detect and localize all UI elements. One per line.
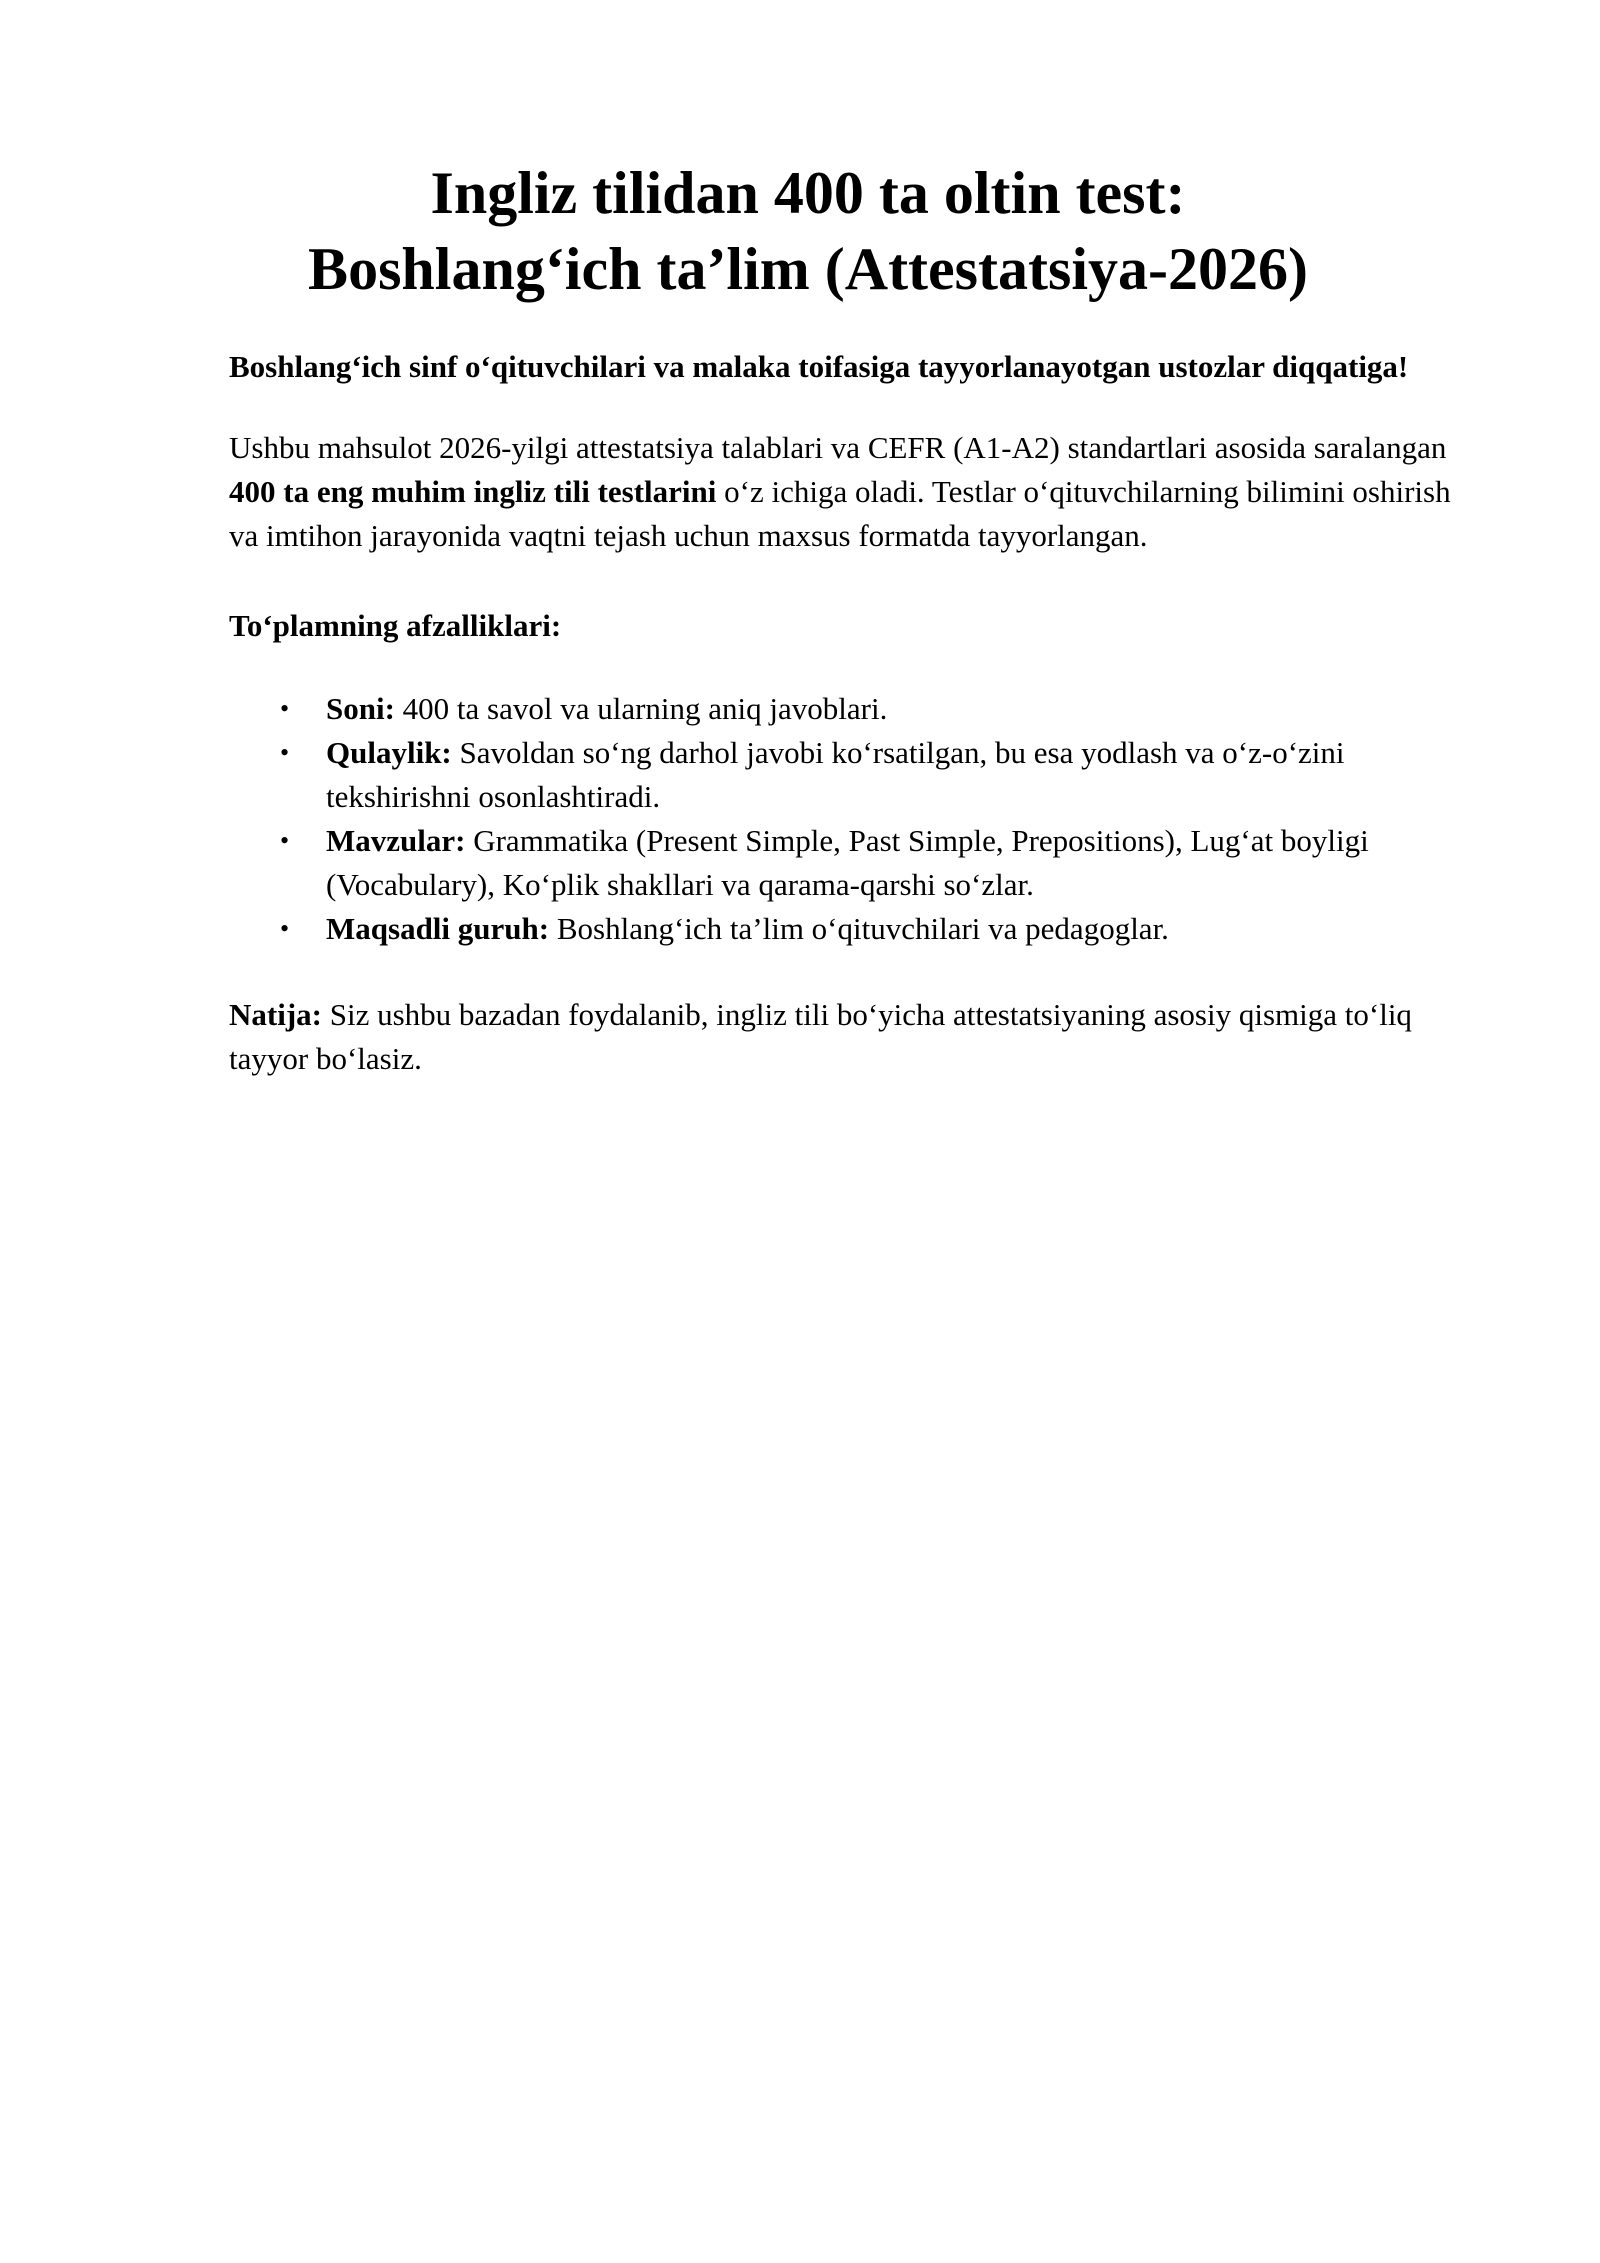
benefit-label: Maqsadli guruh: [326, 911, 550, 946]
bullet-icon: • [280, 914, 290, 943]
benefit-label: Mavzular: [326, 823, 466, 858]
description-text-before: Ushbu mahsulot 2026-yilgi attestatsiya talablari va CEFR (A1-A2) standartlari asosida saralangan [229, 430, 1447, 465]
intro-text: Boshlang‘ich sinf o‘qituvchilari va malaka toifasiga tayyorlanayotgan ustozlar diqqatiga! [229, 349, 1409, 384]
benefit-label: Qulaylik: [326, 735, 452, 770]
description-text-after: o‘z ichiga oladi. Testlar o‘qituvchilarning bilimini oshirish va imtihon jarayonida vaqtni tejash uchun maxsus formatda tayyorlangan. [229, 474, 1451, 553]
benefits-heading: To‘plamning afzalliklari: [229, 608, 562, 643]
bullet-icon: • [280, 826, 290, 855]
benefit-item-target-group [229, 907, 1479, 951]
benefit-text: 400 ta savol va ularning aniq javoblari. [394, 691, 888, 726]
benefit-label: Soni: [326, 691, 395, 726]
benefit-text: Grammatika (Present Simple, Past Simple, Prepositions), Lug‘at boyligi (Vocabulary), Ko‘plik shakllari va qarama-qarshi so‘zlar. [326, 823, 1369, 902]
document-page [229, 155, 1479, 1081]
title-line-1: Ingliz tilidan 400 ta oltin test: [430, 160, 1186, 226]
description-paragraph [229, 426, 1479, 558]
result-paragraph [229, 993, 1479, 1081]
benefit-text: Boshlang‘ich ta’lim o‘qituvchilari va pedagoglar. [549, 911, 1169, 946]
benefit-item-topics [229, 819, 1479, 907]
benefit-text: Savoldan so‘ng darhol javobi ko‘rsatilgan, bu esa yodlash va o‘z-o‘zini tekshirishni osonlashtiradi. [326, 735, 1345, 814]
benefits-list [229, 687, 1479, 951]
description-highlight: 400 ta eng muhim ingliz tili testlarini [229, 474, 717, 509]
benefit-item-count [229, 687, 1479, 731]
result-text: Siz ushbu bazadan foydalanib, ingliz tili bo‘yicha attestatsiyaning asosiy qismiga to‘liq tayyor bo‘lasiz. [229, 997, 1412, 1076]
result-label: Natija: [229, 997, 322, 1032]
document-title [183, 155, 1433, 307]
bullet-icon: • [280, 694, 290, 723]
bullet-icon: • [280, 738, 290, 767]
title-line-2: Boshlang‘ich ta’lim (Attestatsiya-2026) [308, 236, 1308, 302]
benefit-item-convenience [229, 731, 1479, 819]
